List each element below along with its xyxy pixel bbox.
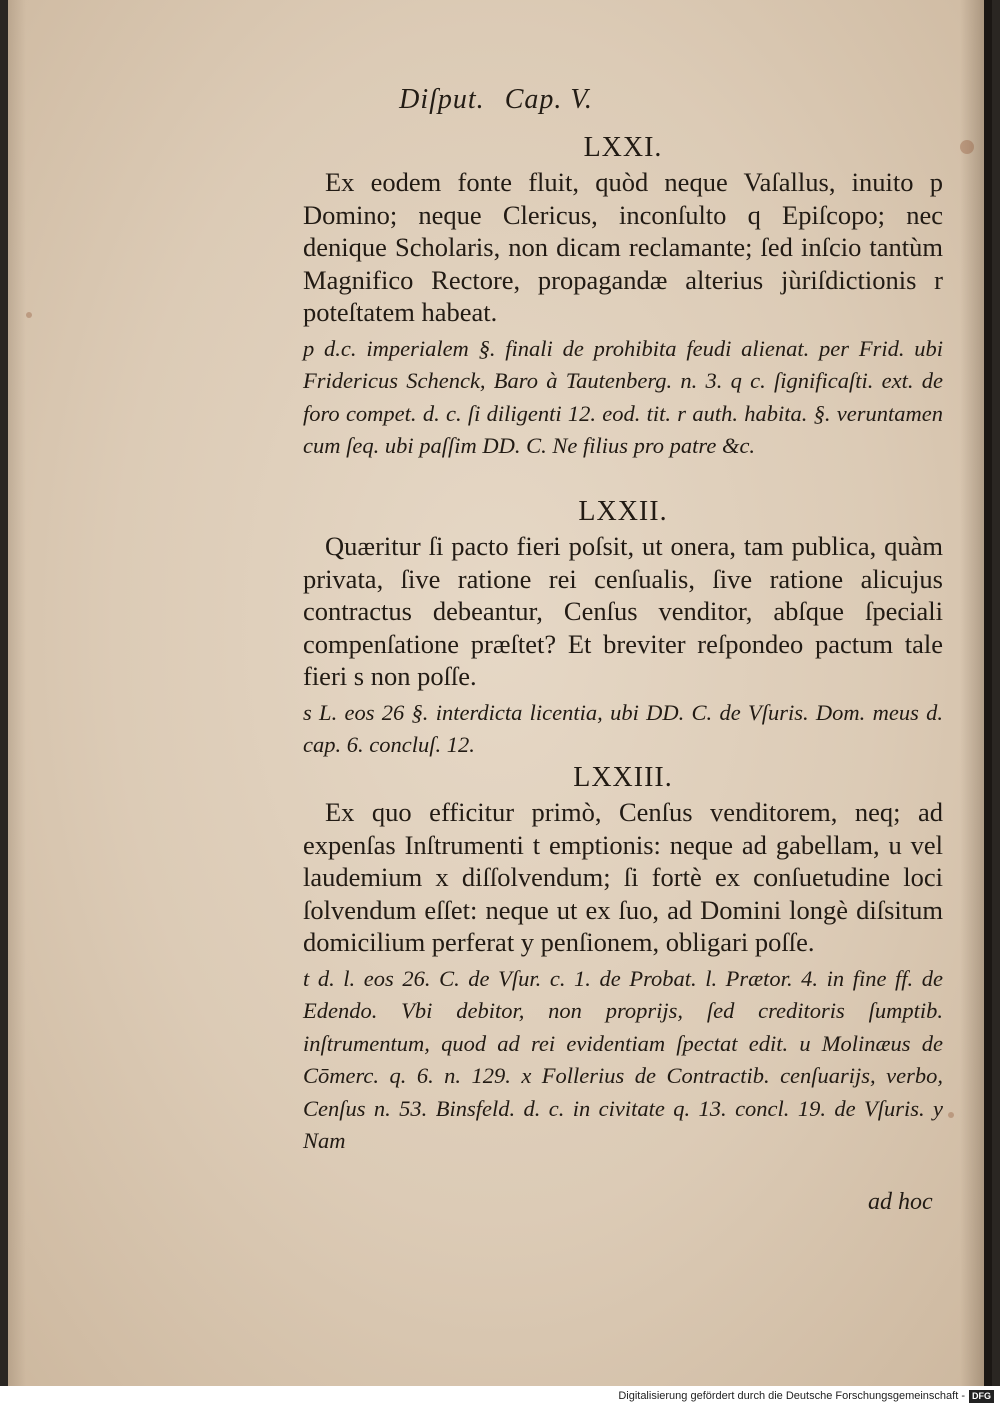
section-lxxi [303,130,943,463]
section-lxxiii [303,760,943,1157]
catchword: ad hoc [868,1189,933,1215]
marginal-note: t d. l. eos 26. C. de Vſur. c. 1. de Probat. l. Prætor. 4. in fine ff. de Edendo. Vbi debitor, non proprijs, ſed creditoris ſumptib. inſtrumentum, quod ad rei evidentiam ſpectat edit. u Molinæus de Cōmerc. q. 6. n. 129. x Follerius de Contractib. cenſuarijs, verbo, Cenſus n. 53. Binsfeld. d. c. in civitate q. 13. concl. 19. de Vſuris. y Nam [303,965,943,1153]
section-numeral: LXXIII. [573,762,673,793]
footer-text: Digitalisierung gefördert durch die Deutsche Forschungsgemeinschaft - [618,1390,965,1402]
running-head-right: Cap. V. [504,84,593,115]
running-head [8,84,984,116]
marginal-note: s L. eos 26 §. interdicta licentia, ubi DD. C. de Vſuris. Dom. meus d. cap. 6. concluſ. 12. [303,699,943,758]
edge-shadow [960,0,984,1386]
book-page [8,0,992,1386]
section-text-body: Ex eodem fonte fluit, quòd neque Vaſallus, inuito p Domino; neque Clericus, inconſulto q Epiſcopo; nec denique Scholaris, non dicam reclamante; ſed inſcio tantùm Magnifico Rectore, propagandæ alterius jùriſdictionis r poteſtatem habeat. [303,167,943,328]
section-text-body: Ex quo efficitur primò, Cenſus venditorem, neq; ad expenſas Inſtrumenti t emptionis: neque ad gabellam, u vel laudemium x diſſolvendum; ſi fortè ex conſuetudine loci ſolvendum eſſet: neque ut ex ſuo, ad Domini longè diſsitum domicilium perferat y penſionem, obligari poſſe. [303,797,943,958]
running-head-left: Diſput. [399,84,485,115]
digitization-footer [0,1386,1000,1407]
section-lxxii [303,494,943,762]
gutter-shadow [8,0,26,1386]
section-text [303,796,943,959]
dfg-logo: DFG [969,1390,994,1403]
section-numeral: LXXI. [583,132,663,163]
section-numeral: LXXII. [578,496,668,527]
foxing-spot [960,140,974,154]
marginal-note: p d.c. imperialem §. finali de prohibita feudi alienat. per Frid. ubi Fridericus Schenck, Baro à Tautenberg. n. 3. q c. ſignificaſti. ext. de foro compet. d. c. ſi diligenti 12. eod. tit. r auth. habita. §. veruntamen cum ſeq. ubi paſſim DD. C. Ne filius pro patre &c. [303,335,943,459]
foxing-spot [948,1112,954,1118]
foxing-spot [26,312,32,318]
section-text [303,166,943,329]
section-text-body: Quæritur ſi pacto fieri poſsit, ut onera, tam publica, quàm privata, ſive ratione rei cenſualis, ſive ratione alicujus contractus debeantur, Cenſus venditor, abſque ſpeciali compenſatione præſtet? Et breviter reſpondeo pactum tale fieri s non poſſe. [303,531,943,692]
section-text [303,530,943,693]
